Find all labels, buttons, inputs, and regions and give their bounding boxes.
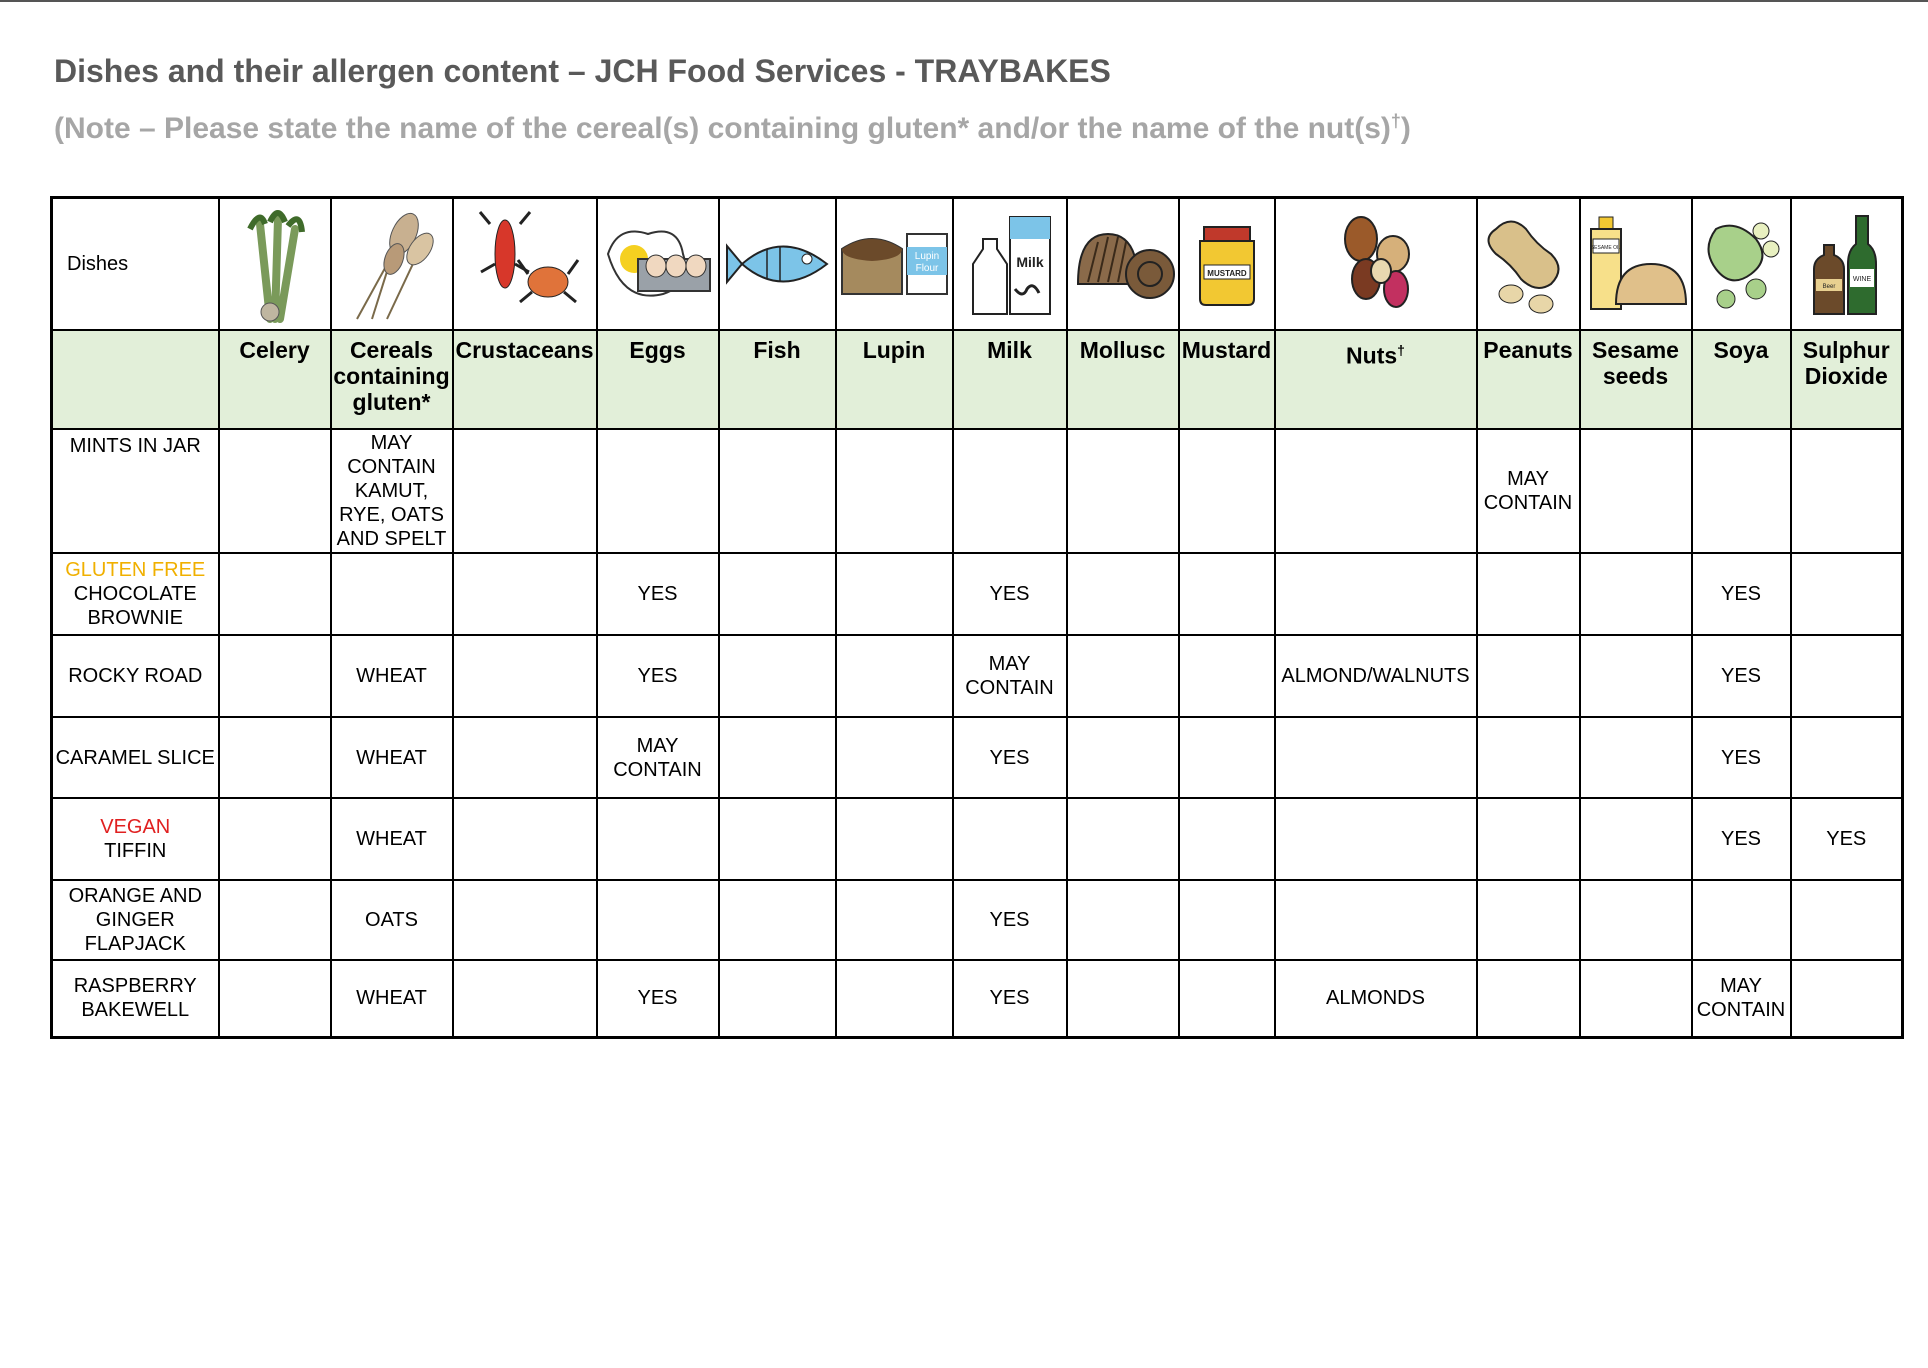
cell-mustard: [1179, 553, 1275, 635]
header-mollusc: Mollusc: [1067, 330, 1179, 429]
dish-name-cell: [52, 429, 219, 553]
cell-mustard: [1179, 798, 1275, 880]
cell-crustaceans: [453, 635, 597, 717]
cell-peanuts: [1477, 717, 1580, 798]
icon-row: [52, 198, 1903, 331]
cell-peanuts: MAY CONTAIN: [1477, 429, 1580, 553]
cell-sesame: [1580, 880, 1692, 960]
eggs-icon: [597, 198, 719, 331]
cell-soya: YES: [1692, 798, 1791, 880]
cell-eggs: [597, 429, 719, 553]
header-peanuts: Peanuts: [1477, 330, 1580, 429]
header-cereals: Cereals containing gluten*: [331, 330, 453, 429]
cell-fish: [719, 553, 836, 635]
cell-milk: YES: [953, 880, 1067, 960]
dish-name-cell: [52, 553, 219, 635]
header-sulphur: Sulphur Dioxide: [1791, 330, 1903, 429]
allergen-table: [50, 196, 1904, 1039]
dish-name: RASPBERRY BAKEWELL: [73, 975, 197, 1022]
dish-name: CARAMEL SLICE: [55, 746, 215, 769]
cell-celery: [219, 960, 331, 1037]
dish-name-cell: [52, 635, 219, 717]
cell-sulphur: YES: [1791, 798, 1903, 880]
cell-crustaceans: [453, 880, 597, 960]
dish-name: CHOCOLATE BROWNIE: [73, 583, 197, 629]
cell-peanuts: [1477, 960, 1580, 1037]
cell-cereals: WHEAT: [331, 960, 453, 1037]
cell-cereals: WHEAT: [331, 635, 453, 717]
cell-fish: [719, 635, 836, 717]
dish-name: TIFFIN: [104, 840, 167, 862]
cell-cereals: MAY CONTAIN KAMUT, RYE, OATS AND SPELT: [331, 429, 453, 553]
cell-sulphur: [1791, 717, 1903, 798]
cell-sesame: [1580, 960, 1692, 1037]
header-celery: Celery: [219, 330, 331, 429]
cell-eggs: YES: [597, 635, 719, 717]
mustard-icon: [1179, 198, 1275, 331]
cell-mustard: [1179, 960, 1275, 1037]
dish-tag: GLUTEN FREE: [65, 559, 206, 581]
cell-lupin: [836, 635, 953, 717]
cell-eggs: [597, 880, 719, 960]
fish-icon: [719, 198, 836, 331]
cell-peanuts: [1477, 880, 1580, 960]
cell-eggs: [597, 798, 719, 880]
cell-sesame: [1580, 717, 1692, 798]
cell-celery: [219, 635, 331, 717]
cell-milk: YES: [953, 717, 1067, 798]
nuts-icon: [1275, 198, 1477, 331]
cell-eggs: YES: [597, 960, 719, 1037]
cell-celery: [219, 429, 331, 553]
cell-peanuts: [1477, 798, 1580, 880]
cell-cereals: OATS: [331, 880, 453, 960]
cell-sulphur: [1791, 635, 1903, 717]
soya-icon: [1692, 198, 1791, 331]
sulphur-dioxide-icon: [1791, 198, 1903, 331]
mollusc-icon: [1067, 198, 1179, 331]
cell-sesame: [1580, 429, 1692, 553]
cell-sulphur: [1791, 429, 1903, 553]
cell-fish: [719, 960, 836, 1037]
cell-mustard: [1179, 635, 1275, 717]
header-fish: Fish: [719, 330, 836, 429]
cell-lupin: [836, 717, 953, 798]
header-eggs: Eggs: [597, 330, 719, 429]
cell-crustaceans: [453, 717, 597, 798]
header-row: [52, 330, 1903, 429]
cell-lupin: [836, 553, 953, 635]
cell-cereals: WHEAT: [331, 717, 453, 798]
beer-icon-label: Beer: [1822, 284, 1836, 290]
cell-celery: [219, 717, 331, 798]
cell-soya: YES: [1692, 553, 1791, 635]
page-title: Dishes and their allergen content – JCH Food Services - TRAYBAKES: [54, 53, 1111, 89]
page-note: (Note – Please state the name of the cereal(s) containing gluten* and/or the name of the nut(s)†): [54, 111, 1411, 145]
cell-milk: YES: [953, 960, 1067, 1037]
table-row: [52, 635, 1903, 717]
header-lupin: Lupin: [836, 330, 953, 429]
header-mustard: Mustard: [1179, 330, 1275, 429]
table-row: [52, 553, 1903, 635]
cell-sesame: [1580, 635, 1692, 717]
cell-mollusc: [1067, 635, 1179, 717]
dish-name: MINTS IN JAR: [69, 435, 201, 457]
cell-soya: YES: [1692, 635, 1791, 717]
cell-mustard: [1179, 429, 1275, 553]
cell-eggs: YES: [597, 553, 719, 635]
cell-sulphur: [1791, 960, 1903, 1037]
table-row: [52, 717, 1903, 798]
cell-nuts: ALMONDS: [1275, 960, 1477, 1037]
cell-eggs: MAY CONTAIN: [597, 717, 719, 798]
cell-lupin: [836, 429, 953, 553]
mustard-icon-label: MUSTARD: [1206, 269, 1247, 278]
cell-lupin: [836, 960, 953, 1037]
milk-icon: [953, 198, 1067, 331]
header-milk: Milk: [953, 330, 1067, 429]
cell-crustaceans: [453, 960, 597, 1037]
celery-icon: [219, 198, 331, 331]
header-soya: Soya: [1692, 330, 1791, 429]
cell-mollusc: [1067, 717, 1179, 798]
cell-crustaceans: [453, 798, 597, 880]
cell-soya: [1692, 880, 1791, 960]
cell-celery: [219, 798, 331, 880]
cell-nuts: [1275, 798, 1477, 880]
cell-nuts: [1275, 880, 1477, 960]
sesame-icon: [1580, 198, 1692, 331]
dish-name-cell: [52, 880, 219, 960]
cell-soya: MAY CONTAIN: [1692, 960, 1791, 1037]
cell-mustard: [1179, 880, 1275, 960]
cell-mustard: [1179, 717, 1275, 798]
cell-fish: [719, 798, 836, 880]
cell-nuts: [1275, 429, 1477, 553]
cell-soya: [1692, 429, 1791, 553]
wine-icon-label: WINE: [1853, 276, 1872, 283]
dish-name: ROCKY ROAD: [68, 665, 203, 687]
lupin-icon-label-2: Flour: [915, 263, 938, 274]
cell-peanuts: [1477, 635, 1580, 717]
top-border: [0, 0, 1928, 2]
cell-mollusc: [1067, 429, 1179, 553]
cell-fish: [719, 880, 836, 960]
cell-milk: MAY CONTAIN: [953, 635, 1067, 717]
cell-celery: [219, 880, 331, 960]
peanuts-icon: [1477, 198, 1580, 331]
cell-lupin: [836, 880, 953, 960]
cell-nuts: [1275, 717, 1477, 798]
cell-soya: YES: [1692, 717, 1791, 798]
cell-mollusc: [1067, 798, 1179, 880]
cell-milk: YES: [953, 553, 1067, 635]
lupin-icon-label-1: Lupin: [914, 251, 939, 262]
header-nuts: Nuts†: [1275, 330, 1477, 429]
header-sesame: Sesame seeds: [1580, 330, 1692, 429]
cell-sesame: [1580, 553, 1692, 635]
dish-name-cell: [52, 960, 219, 1037]
cell-peanuts: [1477, 553, 1580, 635]
cell-sulphur: [1791, 880, 1903, 960]
cell-fish: [719, 717, 836, 798]
dishes-label: Dishes: [52, 198, 219, 331]
header-crustaceans: Crustaceans: [453, 330, 597, 429]
cell-sulphur: [1791, 553, 1903, 635]
cell-crustaceans: [453, 553, 597, 635]
dish-name: ORANGE AND GINGER FLAPJACK: [68, 885, 202, 955]
milk-icon-label: Milk: [1015, 254, 1044, 270]
table-row: [52, 798, 1903, 880]
crustaceans-icon: [453, 198, 597, 331]
dish-tag: VEGAN: [100, 816, 171, 838]
lupin-icon: [836, 198, 953, 331]
cell-mollusc: [1067, 960, 1179, 1037]
table-row: [52, 960, 1903, 1037]
dish-name-cell: [52, 798, 219, 880]
sesame-icon-label: SESAME OIL: [1590, 245, 1621, 251]
cell-lupin: [836, 798, 953, 880]
cell-celery: [219, 553, 331, 635]
cell-sesame: [1580, 798, 1692, 880]
cell-milk: [953, 798, 1067, 880]
cell-nuts: ALMOND/WALNUTS: [1275, 635, 1477, 717]
cell-crustaceans: [453, 429, 597, 553]
table-row: [52, 880, 1903, 960]
dish-name-cell: [52, 717, 219, 798]
cell-nuts: [1275, 553, 1477, 635]
cell-cereals: WHEAT: [331, 798, 453, 880]
wheat-icon: [331, 198, 453, 331]
cell-mollusc: [1067, 880, 1179, 960]
header-dishes-blank: [52, 330, 219, 429]
cell-fish: [719, 429, 836, 553]
cell-mollusc: [1067, 553, 1179, 635]
table-row: [52, 429, 1903, 553]
cell-milk: [953, 429, 1067, 553]
cell-cereals: [331, 553, 453, 635]
